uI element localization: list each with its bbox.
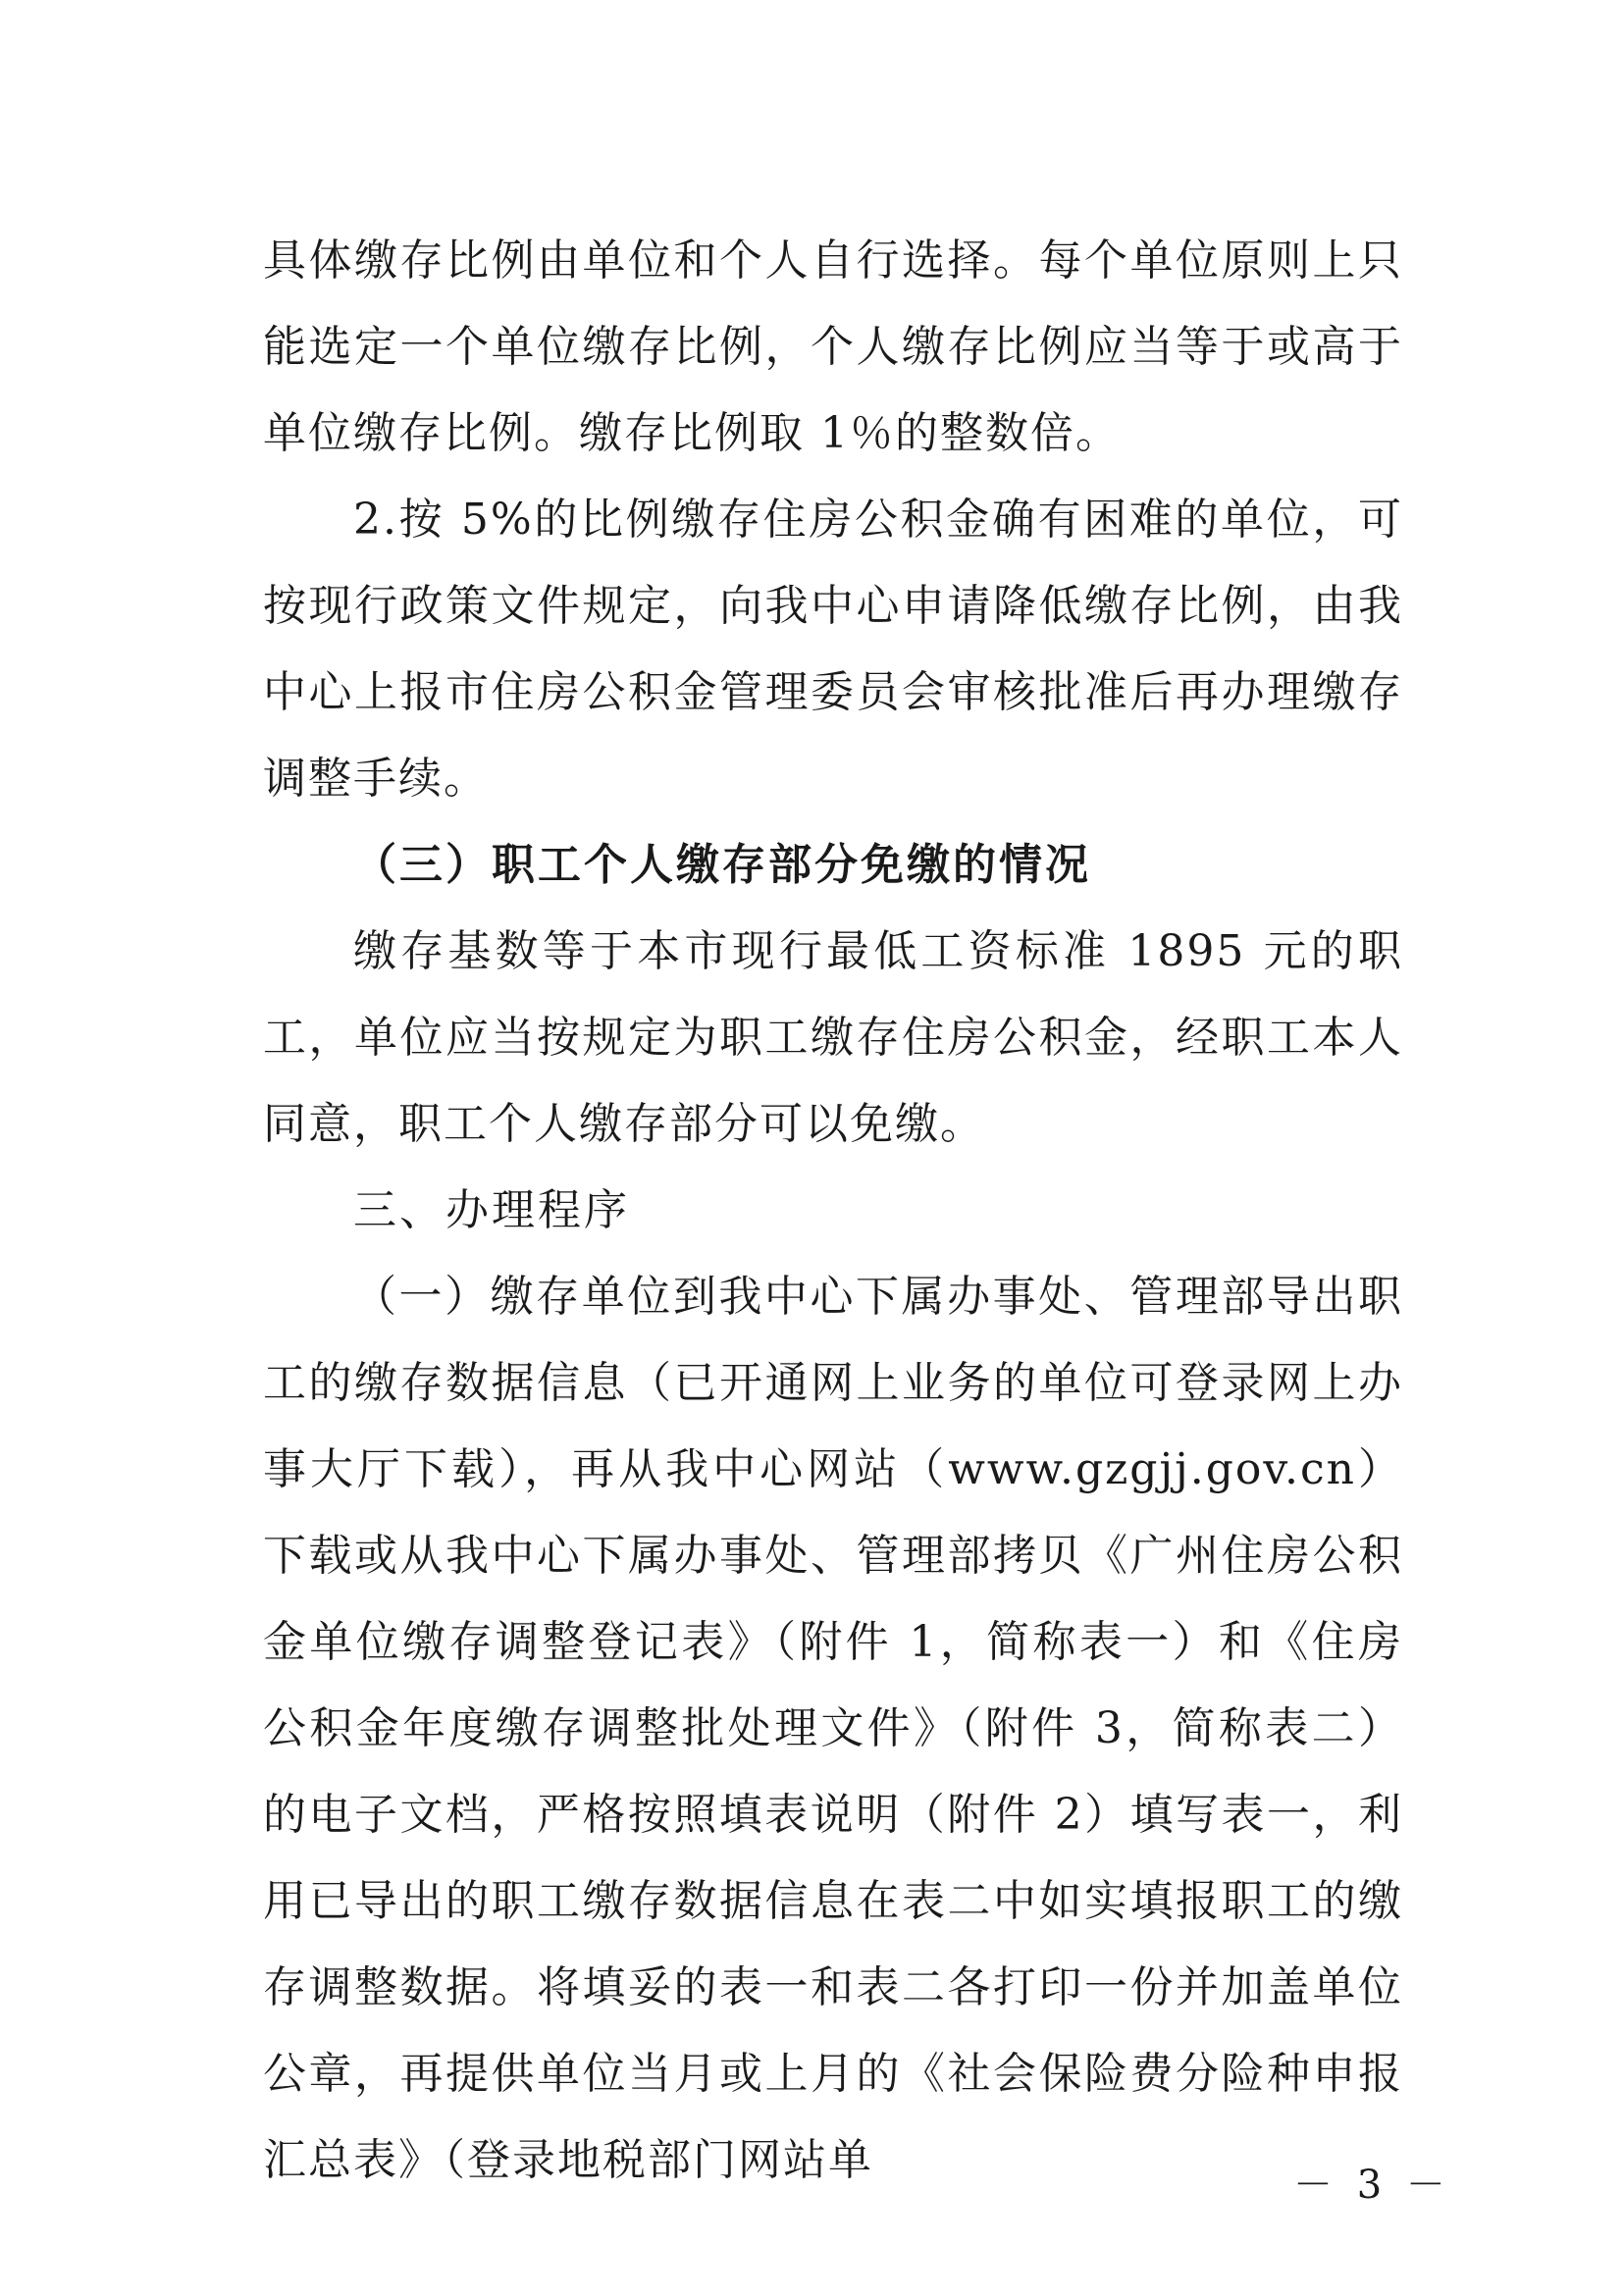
paragraph-contribution-ratio: 具体缴存比例由单位和个人自行选择。每个单位原则上只能选定一个单位缴存比例，个人缴存比例应当等于或高于单位缴存比例。缴存比例取 1％的整数倍。: [263, 235, 1403, 458]
paragraph-procedure-step-1: （一）缴存单位到我中心下属办事处、管理部导出职工的缴存数据信息（已开通网上业务的单位可登录网上办事大厅下载），再从我中心网站（www.gzgjj.gov.cn）下载或从我中心下属办事处、管理部拷贝《广州住房公积金单位缴存调整登记表》（附件 1，简称表一）和《住房公积金年度缴存调整批处理文件》（附件 3，简称表二）的电子文档，严格按照填表说明（附件 2）填写表一，利用已导出的职工缴存数据信息在表二中如实填报职工的缴存调整数据。将填妥的表一和表二各打印一份并加盖单位公章，再提供单位当月或上月的《社会保险费分险种申报汇总表》（登录地税部门网站单: [263, 1272, 1403, 2185]
paragraph-reduce-ratio: 2.按 5%的比例缴存住房公积金确有困难的单位，可按现行政策文件规定，向我中心申请降低缴存比例，由我中心上报市住房公积金管理委员会审核批准后再办理缴存调整手续。: [263, 495, 1403, 804]
section-heading-procedure: 三、办理程序: [353, 1185, 630, 1235]
subheading-exemption: （三）职工个人缴存部分免缴的情况: [353, 840, 1091, 890]
document-body: [263, 218, 1403, 2204]
page-number: － 3 －: [1293, 2163, 1451, 2208]
paragraph-exemption: 缴存基数等于本市现行最低工资标准 1895 元的职工，单位应当按规定为职工缴存住房公积金，经职工本人同意，职工个人缴存部分可以免缴。: [263, 926, 1403, 1149]
